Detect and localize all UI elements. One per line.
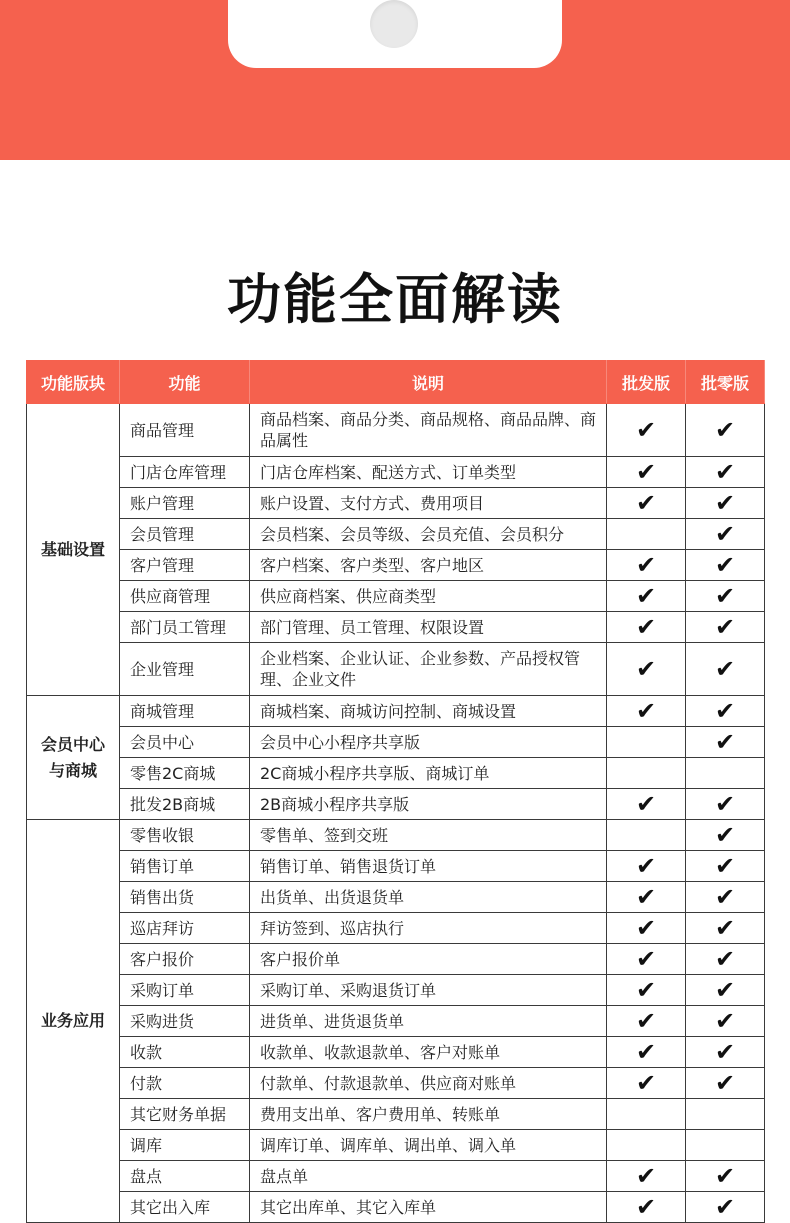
checkmark-icon: ✔	[714, 519, 736, 548]
checkmark-icon: ✔	[714, 851, 736, 880]
table-row	[27, 643, 765, 696]
checkmark-icon: ✔	[714, 1006, 736, 1035]
retail-check-cell	[686, 488, 765, 519]
checkmark-icon: ✔	[635, 612, 657, 641]
checkmark-icon: ✔	[714, 944, 736, 973]
wholesale-check-cell	[607, 913, 686, 944]
checkmark-icon: ✔	[635, 581, 657, 610]
retail-check-cell	[686, 1099, 765, 1130]
table-row	[27, 519, 765, 550]
function-cell: 销售出货	[120, 882, 250, 913]
retail-check-cell	[686, 1006, 765, 1037]
checkmark-icon: ✔	[635, 851, 657, 880]
table-row	[27, 1161, 765, 1192]
retail-check-cell	[686, 882, 765, 913]
description-cell: 2C商城小程序共享版、商城订单	[250, 758, 607, 789]
function-cell: 门店仓库管理	[120, 457, 250, 488]
retail-check-cell	[686, 1068, 765, 1099]
page-title: 功能全面解读	[227, 268, 563, 331]
wholesale-check-cell	[607, 457, 686, 488]
wholesale-check-cell	[607, 944, 686, 975]
description-cell: 客户档案、客户类型、客户地区	[250, 550, 607, 581]
wholesale-check-cell	[607, 696, 686, 727]
retail-check-cell	[686, 789, 765, 820]
description-cell: 费用支出单、客户费用单、转账单	[250, 1099, 607, 1130]
wholesale-check-cell	[607, 1037, 686, 1068]
wholesale-check-cell	[607, 643, 686, 696]
function-cell: 部门员工管理	[120, 612, 250, 643]
table-row	[27, 1037, 765, 1068]
checkmark-icon: ✔	[635, 1037, 657, 1066]
checkmark-icon: ✔	[714, 415, 736, 444]
wholesale-check-cell	[607, 789, 686, 820]
wholesale-check-cell	[607, 612, 686, 643]
table-row	[27, 488, 765, 519]
table-row	[27, 758, 765, 789]
description-cell: 客户报价单	[250, 944, 607, 975]
wholesale-check-cell	[607, 851, 686, 882]
table-row	[27, 1192, 765, 1223]
function-cell: 其它财务单据	[120, 1099, 250, 1130]
function-cell: 付款	[120, 1068, 250, 1099]
retail-check-cell	[686, 820, 765, 851]
description-cell: 出货单、出货退货单	[250, 882, 607, 913]
checkmark-icon: ✔	[714, 488, 736, 517]
table-row	[27, 581, 765, 612]
function-cell: 企业管理	[120, 643, 250, 696]
retail-check-cell	[686, 1192, 765, 1223]
checkmark-icon: ✔	[714, 457, 736, 486]
retail-check-cell	[686, 851, 765, 882]
retail-check-cell	[686, 643, 765, 696]
checkmark-icon: ✔	[714, 1161, 736, 1190]
description-cell: 部门管理、员工管理、权限设置	[250, 612, 607, 643]
retail-check-cell	[686, 404, 765, 457]
table-row	[27, 975, 765, 1006]
home-button	[370, 0, 418, 48]
retail-check-cell	[686, 727, 765, 758]
checkmark-icon: ✔	[635, 1192, 657, 1221]
header-function: 功能	[120, 361, 250, 404]
wholesale-check-cell	[607, 1161, 686, 1192]
wholesale-check-cell	[607, 1099, 686, 1130]
retail-check-cell	[686, 696, 765, 727]
checkmark-icon: ✔	[714, 913, 736, 942]
description-cell: 盘点单	[250, 1161, 607, 1192]
function-cell: 零售2C商城	[120, 758, 250, 789]
checkmark-icon: ✔	[635, 975, 657, 1004]
retail-check-cell	[686, 1037, 765, 1068]
wholesale-check-cell	[607, 820, 686, 851]
checkmark-icon: ✔	[635, 1068, 657, 1097]
function-cell: 商城管理	[120, 696, 250, 727]
description-cell: 门店仓库档案、配送方式、订单类型	[250, 457, 607, 488]
checkmark-icon: ✔	[714, 975, 736, 1004]
wholesale-check-cell	[607, 488, 686, 519]
description-cell: 拜访签到、巡店执行	[250, 913, 607, 944]
function-cell: 调库	[120, 1130, 250, 1161]
description-cell: 调库订单、调库单、调出单、调入单	[250, 1130, 607, 1161]
wholesale-check-cell	[607, 581, 686, 612]
header-description: 说明	[250, 361, 607, 404]
function-cell: 供应商管理	[120, 581, 250, 612]
checkmark-icon: ✔	[714, 1068, 736, 1097]
checkmark-icon: ✔	[714, 696, 736, 725]
function-cell: 盘点	[120, 1161, 250, 1192]
checkmark-icon: ✔	[635, 550, 657, 579]
description-cell: 收款单、收款退款单、客户对账单	[250, 1037, 607, 1068]
retail-check-cell	[686, 975, 765, 1006]
table-header-row	[27, 361, 765, 404]
wholesale-check-cell	[607, 550, 686, 581]
description-cell: 2B商城小程序共享版	[250, 789, 607, 820]
table-row	[27, 1099, 765, 1130]
table-row	[27, 696, 765, 727]
checkmark-icon: ✔	[714, 820, 736, 849]
function-cell: 账户管理	[120, 488, 250, 519]
retail-check-cell	[686, 913, 765, 944]
description-cell: 零售单、签到交班	[250, 820, 607, 851]
wholesale-check-cell	[607, 758, 686, 789]
table-row	[27, 404, 765, 457]
function-cell: 巡店拜访	[120, 913, 250, 944]
checkmark-icon: ✔	[714, 550, 736, 579]
checkmark-icon: ✔	[635, 654, 657, 683]
wholesale-check-cell	[607, 975, 686, 1006]
description-cell: 销售订单、销售退货订单	[250, 851, 607, 882]
wholesale-check-cell	[607, 1006, 686, 1037]
table-row	[27, 550, 765, 581]
checkmark-icon: ✔	[635, 415, 657, 444]
retail-check-cell	[686, 944, 765, 975]
checkmark-icon: ✔	[635, 1161, 657, 1190]
checkmark-icon: ✔	[635, 457, 657, 486]
table-row	[27, 820, 765, 851]
wholesale-check-cell	[607, 519, 686, 550]
description-cell: 会员中心小程序共享版	[250, 727, 607, 758]
table-row	[27, 882, 765, 913]
checkmark-icon: ✔	[635, 696, 657, 725]
retail-check-cell	[686, 519, 765, 550]
function-cell: 客户报价	[120, 944, 250, 975]
wholesale-check-cell	[607, 1068, 686, 1099]
function-cell: 会员中心	[120, 727, 250, 758]
header-wholesale: 批发版	[607, 361, 686, 404]
description-cell: 其它出库单、其它入库单	[250, 1192, 607, 1223]
function-cell: 客户管理	[120, 550, 250, 581]
checkmark-icon: ✔	[714, 654, 736, 683]
wholesale-check-cell	[607, 1130, 686, 1161]
checkmark-icon: ✔	[635, 789, 657, 818]
checkmark-icon: ✔	[714, 581, 736, 610]
module-group-cell: 会员中心与商城	[27, 696, 120, 820]
checkmark-icon: ✔	[714, 727, 736, 756]
function-cell: 采购进货	[120, 1006, 250, 1037]
function-cell: 收款	[120, 1037, 250, 1068]
description-cell: 企业档案、企业认证、企业参数、产品授权管理、企业文件	[250, 643, 607, 696]
checkmark-icon: ✔	[635, 944, 657, 973]
function-cell: 采购订单	[120, 975, 250, 1006]
feature-table	[26, 360, 765, 1223]
wholesale-check-cell	[607, 1192, 686, 1223]
function-cell: 其它出入库	[120, 1192, 250, 1223]
table-row	[27, 944, 765, 975]
retail-check-cell	[686, 758, 765, 789]
description-cell: 商城档案、商城访问控制、商城设置	[250, 696, 607, 727]
table-row	[27, 851, 765, 882]
header-retail: 批零版	[686, 361, 765, 404]
retail-check-cell	[686, 1161, 765, 1192]
checkmark-icon: ✔	[635, 488, 657, 517]
checkmark-icon: ✔	[714, 612, 736, 641]
description-cell: 账户设置、支付方式、费用项目	[250, 488, 607, 519]
wholesale-check-cell	[607, 882, 686, 913]
retail-check-cell	[686, 457, 765, 488]
checkmark-icon: ✔	[635, 882, 657, 911]
function-cell: 会员管理	[120, 519, 250, 550]
checkmark-icon: ✔	[635, 913, 657, 942]
checkmark-icon: ✔	[714, 789, 736, 818]
checkmark-icon: ✔	[714, 1192, 736, 1221]
top-banner	[0, 0, 790, 160]
table-row	[27, 457, 765, 488]
description-cell: 供应商档案、供应商类型	[250, 581, 607, 612]
function-cell: 销售订单	[120, 851, 250, 882]
table-row	[27, 612, 765, 643]
table-row	[27, 1068, 765, 1099]
checkmark-icon: ✔	[714, 1037, 736, 1066]
table-row	[27, 1130, 765, 1161]
retail-check-cell	[686, 1130, 765, 1161]
description-cell: 进货单、进货退货单	[250, 1006, 607, 1037]
table-row	[27, 789, 765, 820]
function-cell: 零售收银	[120, 820, 250, 851]
table-body	[27, 404, 765, 1223]
wholesale-check-cell	[607, 404, 686, 457]
wholesale-check-cell	[607, 727, 686, 758]
module-group-cell: 业务应用	[27, 820, 120, 1223]
retail-check-cell	[686, 612, 765, 643]
table-row	[27, 913, 765, 944]
table-row	[27, 727, 765, 758]
checkmark-icon: ✔	[714, 882, 736, 911]
function-cell: 商品管理	[120, 404, 250, 457]
header-module: 功能版块	[27, 361, 120, 404]
retail-check-cell	[686, 581, 765, 612]
checkmark-icon: ✔	[635, 1006, 657, 1035]
description-cell: 采购订单、采购退货订单	[250, 975, 607, 1006]
description-cell: 商品档案、商品分类、商品规格、商品品牌、商品属性	[250, 404, 607, 457]
module-group-cell: 基础设置	[27, 404, 120, 696]
description-cell: 付款单、付款退款单、供应商对账单	[250, 1068, 607, 1099]
function-cell: 批发2B商城	[120, 789, 250, 820]
description-cell: 会员档案、会员等级、会员充值、会员积分	[250, 519, 607, 550]
table-row	[27, 1006, 765, 1037]
retail-check-cell	[686, 550, 765, 581]
